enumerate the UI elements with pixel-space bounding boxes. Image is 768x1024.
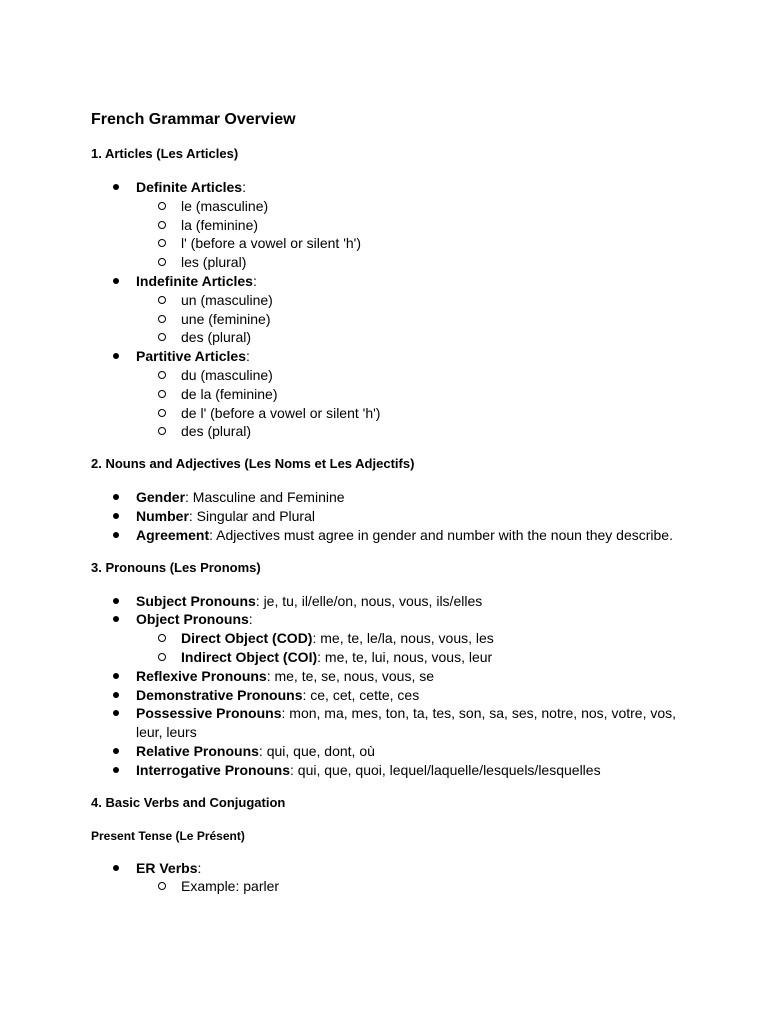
sub-list-item xyxy=(181,253,691,272)
list-item xyxy=(136,592,691,611)
sub-list xyxy=(136,877,691,896)
item-text: des (plural) xyxy=(181,423,252,440)
item-term: Subject Pronouns xyxy=(136,592,256,609)
list-item xyxy=(136,507,691,526)
item-term: Object Pronouns xyxy=(136,611,249,628)
item-text: la (feminine) xyxy=(181,216,259,233)
subsection-heading: Present Tense (Le Présent) xyxy=(91,828,245,843)
sub-list xyxy=(136,366,691,441)
item-text: : ce, cet, cette, ces xyxy=(302,686,420,703)
item-text: : qui, que, dont, où xyxy=(258,742,375,759)
sub-list-item xyxy=(181,216,691,235)
item-term: Indefinite Articles xyxy=(136,272,253,289)
document-body xyxy=(91,145,691,896)
item-text: une (feminine) xyxy=(181,310,271,327)
bullet-list xyxy=(91,592,691,780)
item-term: Relative Pronouns xyxy=(136,742,259,759)
list-item xyxy=(136,686,691,705)
sub-list-item xyxy=(181,291,691,310)
item-text: l' (before a vowel or silent 'h') xyxy=(181,235,361,252)
document-page xyxy=(91,109,691,910)
sub-list-item xyxy=(181,366,691,385)
item-text: : je, tu, il/elle/on, nous, vous, ils/elles xyxy=(255,592,483,609)
section-heading: 3. Pronouns (Les Pronoms) xyxy=(91,559,261,575)
list-item xyxy=(136,347,691,441)
sub-list-item xyxy=(181,629,691,648)
bullet-list xyxy=(91,488,691,544)
item-term: Definite Articles xyxy=(136,179,243,195)
item-text: : me, te, lui, nous, vous, leur xyxy=(317,648,493,665)
sub-list-item xyxy=(181,648,691,667)
item-text: : xyxy=(252,272,257,289)
list-item xyxy=(136,704,691,742)
item-text: : mon, ma, mes, ton, ta, tes, son, sa, ses, notre, nos, votre, vos, leur, leurs xyxy=(136,705,677,741)
list-item xyxy=(136,761,691,780)
item-term: Gender xyxy=(136,489,186,506)
sub-list-item xyxy=(181,310,691,329)
item-text: : xyxy=(242,179,246,195)
list-item xyxy=(136,667,691,686)
list-item xyxy=(136,178,691,272)
item-text: : me, te, se, nous, vous, se xyxy=(266,667,435,684)
item-term: Direct Object (COD) xyxy=(181,630,313,647)
list-item xyxy=(136,859,691,897)
item-text: : xyxy=(245,348,250,365)
item-text: : xyxy=(248,611,253,628)
list-item xyxy=(136,742,691,761)
item-text: le (masculine) xyxy=(181,197,269,214)
sub-list-item xyxy=(181,422,691,441)
item-term: Possessive Pronouns xyxy=(136,705,282,722)
section-heading: 1. Articles (Les Articles) xyxy=(91,146,239,161)
sub-list-item xyxy=(181,404,691,423)
bullet-list xyxy=(91,859,691,897)
item-term: Partitive Articles xyxy=(136,348,246,365)
list-item xyxy=(136,610,691,666)
item-term: Interrogative Pronouns xyxy=(136,761,291,778)
item-text: : qui, que, quoi, lequel/laquelle/lesquels/lesquelles xyxy=(290,761,601,778)
item-text: un (masculine) xyxy=(181,291,273,308)
sub-list-item xyxy=(181,877,691,896)
item-text: : me, te, le/la, nous, vous, les xyxy=(312,630,494,647)
item-text: de la (feminine) xyxy=(181,385,278,402)
item-text: les (plural) xyxy=(181,254,247,271)
sub-list-item xyxy=(181,385,691,404)
item-text: Example: parler xyxy=(181,878,280,895)
list-item xyxy=(136,526,691,545)
list-item xyxy=(136,488,691,507)
list-item xyxy=(136,272,691,347)
bullet-list xyxy=(91,178,691,441)
item-text: : xyxy=(197,859,202,876)
sub-list-item xyxy=(181,328,691,347)
item-term: Number xyxy=(136,507,189,524)
item-text: de l' (before a vowel or silent 'h') xyxy=(181,404,381,421)
sub-list-item xyxy=(181,197,691,216)
section-heading: 4. Basic Verbs and Conjugation xyxy=(91,794,286,810)
item-text: : Masculine and Feminine xyxy=(185,489,345,506)
sub-list xyxy=(136,197,691,272)
item-text: des (plural) xyxy=(181,329,252,346)
sub-list xyxy=(136,629,691,667)
item-text: du (masculine) xyxy=(181,366,273,383)
item-term: Indirect Object (COI) xyxy=(181,648,318,665)
section-heading: 2. Nouns and Adjectives (Les Noms et Les Adjectifs) xyxy=(91,456,415,472)
sub-list xyxy=(136,291,691,347)
item-term: Demonstrative Pronouns xyxy=(136,686,303,703)
item-text: : Adjectives must agree in gender and number with the noun they describe. xyxy=(209,526,673,543)
item-term: Reflexive Pronouns xyxy=(136,667,267,684)
item-term: Agreement xyxy=(136,526,210,543)
item-term: ER Verbs xyxy=(136,859,198,876)
document-title: French Grammar Overview xyxy=(91,111,296,128)
sub-list-item xyxy=(181,234,691,253)
item-text: : Singular and Plural xyxy=(188,507,315,524)
